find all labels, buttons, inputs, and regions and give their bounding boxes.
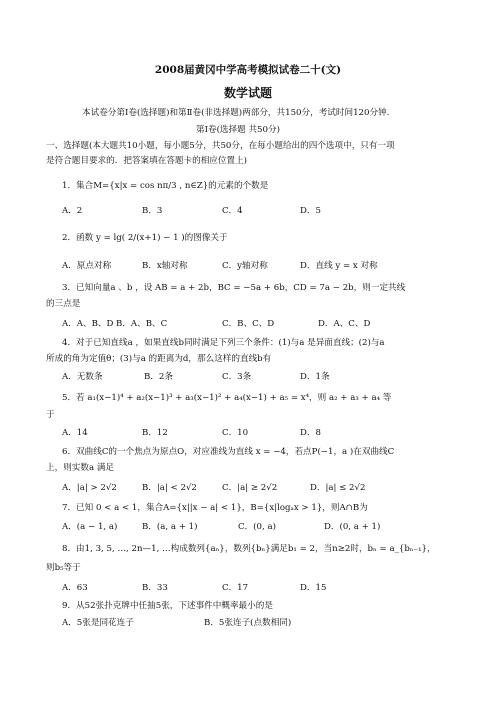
- choice-c: C．3条: [222, 372, 252, 382]
- choice-a: A．无数条: [62, 372, 103, 382]
- question-stem: 4．对于已知直线a ，如果直线b同时满足下列三个条件：(1)与a 是异面直线；(2)与a: [62, 338, 385, 348]
- choice-d: D．5: [300, 206, 321, 216]
- choice-b: B．(a, a + 1): [142, 522, 198, 532]
- choice-c: C．(0, a): [238, 522, 276, 532]
- choice-b: B．2条: [144, 372, 173, 382]
- question-stem: 8．由1, 3, 5, …, 2n—1, …构成数列{aₙ}，数列{bₙ}满足b₁ = 2，当n≥2时，bₙ = a_{bₙ₋₁}，: [62, 544, 436, 554]
- choice-a: A．14: [62, 428, 88, 438]
- section-heading: 第Ⅰ卷(选择题 共50分): [196, 125, 280, 135]
- exam-subtitle: 数学试题: [223, 86, 272, 100]
- choice-b: B．12: [142, 428, 168, 438]
- question-stem: 1．集合M={x|x = cos nπ/3 , n∈Z}的元素的个数是: [62, 181, 269, 191]
- choice-a: A．63: [62, 583, 88, 593]
- choice-b: B．33: [142, 583, 168, 593]
- choice-c: C．|a| ≥ 2√2: [222, 483, 278, 493]
- choice-c: C．B、C、D: [222, 319, 275, 329]
- question-stem: 6．双曲线C的一个焦点为原点O，对应准线为直线 x = −4，若点P(−1，a )在双曲线C: [62, 447, 395, 457]
- intro-text: 本试卷分第Ⅰ卷(选择题)和第Ⅱ卷(非选择题)两部分，共150分，考试时间120分钟.: [82, 108, 390, 118]
- choice-a: A．5张是同花连子: [62, 618, 134, 628]
- question-stem: 3．已知向量a 、b ，设 AB = a + 2b，BC = −5a + 6b，CD = 7a − 2b，则一定共线: [62, 283, 406, 293]
- choice-b: B．|a| < 2√2: [142, 483, 197, 493]
- choice-d: D．直线 y = x 对称: [300, 261, 378, 271]
- question-stem: 7．已知 0 < a < 1，集合A={x||x − a| < 1}，B={x|logₐx > 1}，则A∩B为: [62, 503, 368, 513]
- choice-d: D．(0, a + 1): [324, 522, 381, 532]
- choice-a: A．2: [62, 206, 83, 216]
- instructions-line: 一、选择题(本大题共10小题，每小题5分，共50分，在每小题给出的四个选项中，只有一项: [46, 141, 395, 151]
- question-stem: 9．从52张扑克牌中任抽5张，下述事件中概率最小的是: [62, 601, 273, 611]
- choice-a: A．(a − 1, a): [62, 522, 118, 532]
- choice-c: C．y轴对称: [222, 261, 268, 271]
- exam-title: 2008届黄冈中学高考模拟试卷二十(文): [154, 64, 342, 76]
- instructions-line: 是符合题目要求的．把答案填在答题卡的相应位置上): [46, 156, 248, 166]
- question-stem: 5．若 a₁(x−1)⁴ + a₂(x−1)³ + a₃(x−1)² + a₄(x−1) + a₅ = x⁴，则 a₂ + a₃ + a₄ 等: [62, 393, 392, 403]
- choice-b: B．x轴对称: [142, 261, 188, 271]
- question-stem: 上，则实数a 满足: [46, 463, 115, 473]
- choice-a: A．|a| > 2√2: [62, 483, 117, 493]
- question-stem: 2．函数 y = lg( 2/(x+1) − 1 )的图像关于: [62, 233, 228, 243]
- question-stem: 所成的角为定值θ；(3)与a 的距离为d，那么这样的直线b有: [46, 354, 272, 364]
- choice-b: B．A、B、C: [116, 319, 168, 329]
- choice-d: D．|a| ≤ 2√2: [310, 483, 366, 493]
- choice-b: B．5张连子(点数相同): [204, 618, 292, 628]
- question-stem: 的三点是: [46, 299, 81, 309]
- choice-a: A．原点对称: [62, 261, 112, 271]
- choice-c: C．4: [222, 206, 243, 216]
- choice-a: A．A、B、D: [62, 319, 114, 329]
- choice-d: D．1条: [300, 372, 330, 382]
- choice-d: D．15: [300, 583, 327, 593]
- choice-d: D．A、C、D: [318, 319, 371, 329]
- choice-b: B．3: [142, 206, 163, 216]
- question-stem: 于: [46, 410, 55, 420]
- choice-c: C．17: [222, 583, 249, 593]
- choice-d: D．8: [300, 428, 321, 438]
- choice-c: C．10: [222, 428, 249, 438]
- question-stem: 则b₅等于: [46, 563, 81, 573]
